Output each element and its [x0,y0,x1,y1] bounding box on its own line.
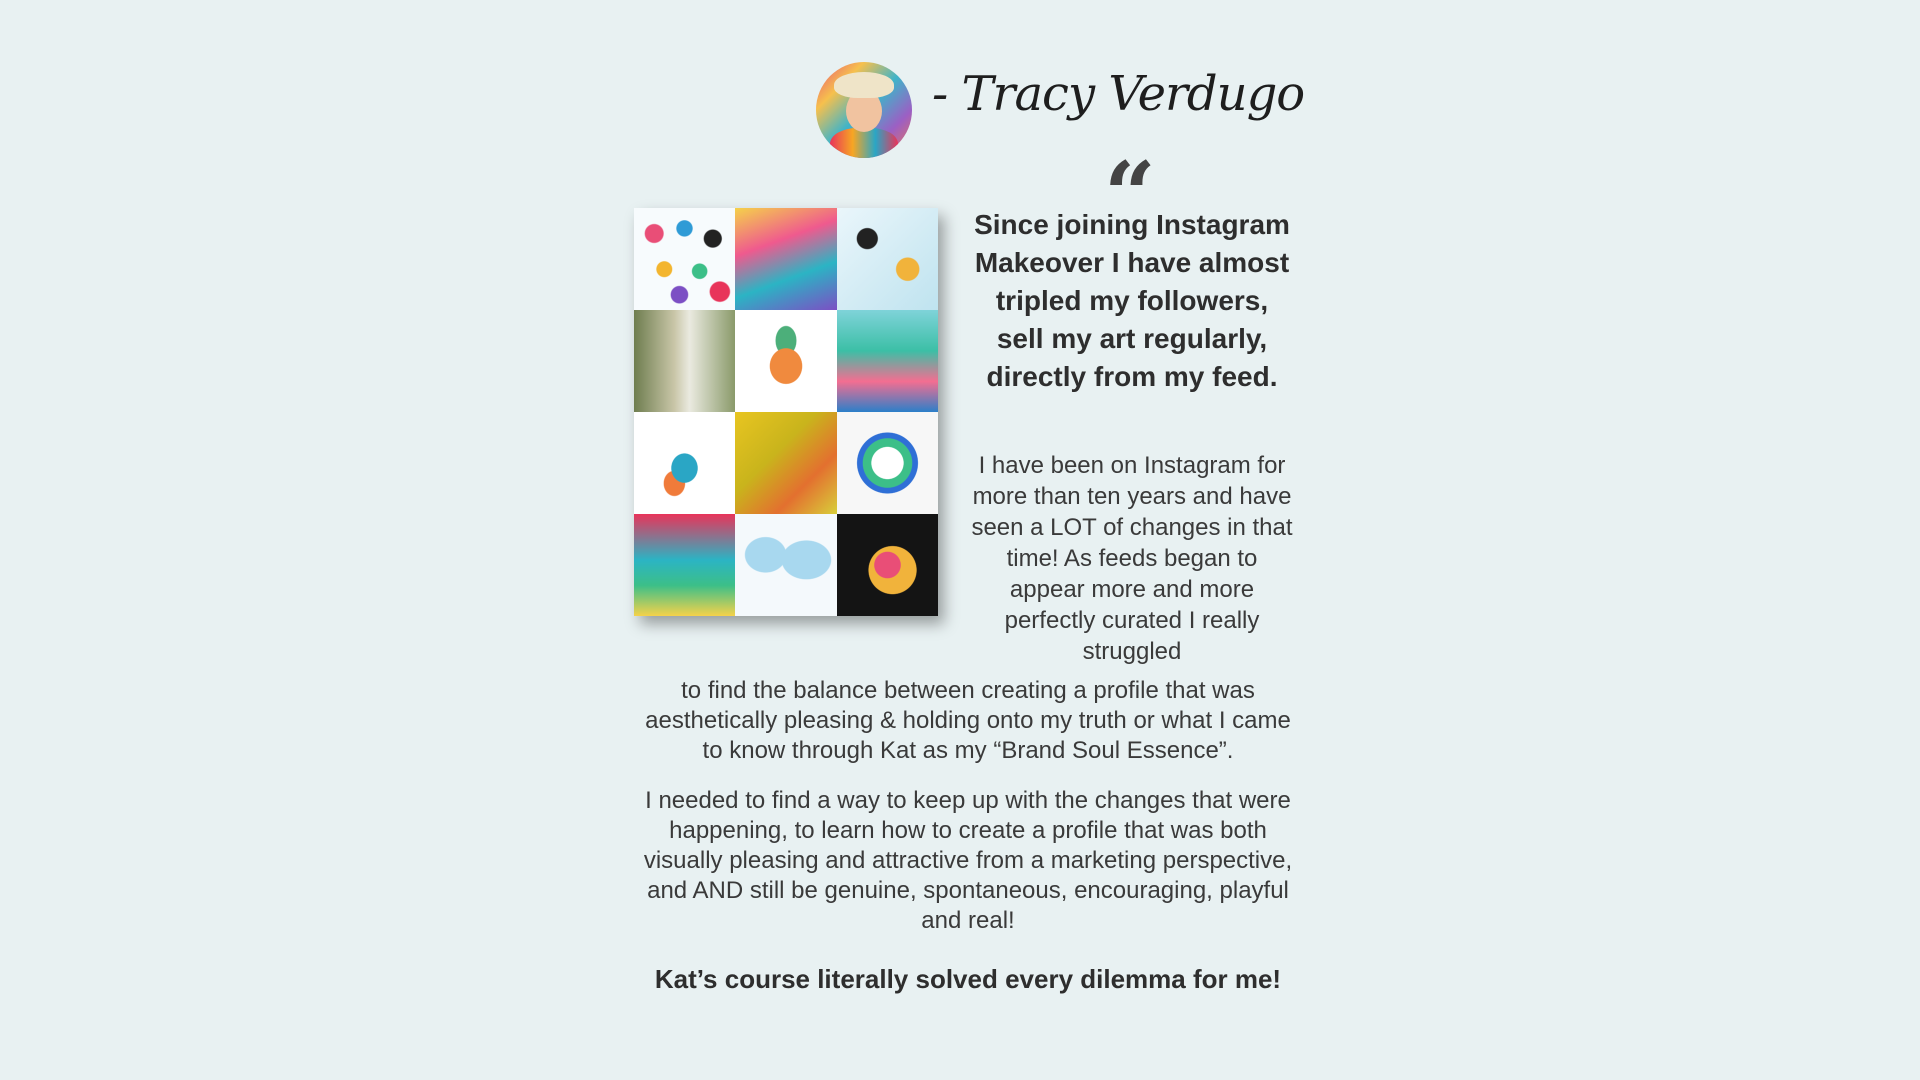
feed-tile [634,412,735,514]
feed-tile [837,310,938,412]
feed-tile [735,310,836,412]
feed-tile [735,514,836,616]
quote-icon: “ [1104,142,1156,248]
testimonial-paragraph-continued: to find the balance between creating a profile that was aesthetically pleasing & holding onto my truth or what I came to know through Kat as my “Brand Soul Essence”. [645,677,1291,764]
feed-tile [634,310,735,412]
feed-tile [735,412,836,514]
testimonial-paragraph-intro: I have been on Instagram for more than ten years and have seen a LOT of changes in that time! As feeds began to appear more and more perfectly curated I really struggled [971,452,1293,665]
avatar-hat [834,72,894,98]
feed-tile [634,208,735,310]
feed-tile [837,514,938,616]
testimonial-closing: Kat’s course literally solved every dilemma for me! [654,964,1282,994]
testimonial-paragraph-second: I needed to find a way to keep up with the changes that were happening, to learn how to create a profile that was both visually pleasing and attractive from a marketing perspective, and AND still be genuine, spontaneous, encouraging, playful and real! [643,787,1293,934]
feed-tile [837,412,938,514]
instagram-feed-grid [634,208,938,616]
feed-tile [837,208,938,310]
author-avatar [816,62,912,158]
feed-tile [634,514,735,616]
author-signature: - Tracy Verdugo [932,66,1305,122]
avatar-body [830,128,898,158]
feed-tile [735,208,836,310]
testimonial-headline: Since joining Instagram Makeover I have almost tripled my followers, sell my art regularly, directly from my feed. [974,209,1290,392]
